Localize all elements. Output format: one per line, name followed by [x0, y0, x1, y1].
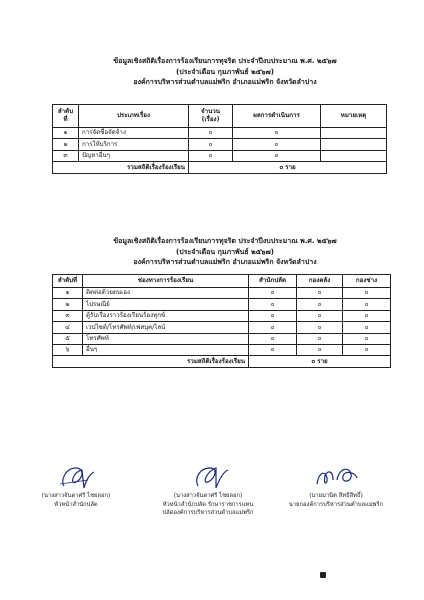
- row-engineering: ๐: [343, 288, 391, 299]
- row-count: ๐: [189, 150, 233, 161]
- row-result: ๐: [233, 150, 321, 161]
- section1-title: ข้อมูลเชิงสถิติเรื่องการร้องเรียนการทุจริต ประจำปีงบประมาณ พ.ศ. ๒๕๖๗: [113, 57, 337, 65]
- row-name: ตู้รับเรื่องราวร้องเรียนร้องทุกข์: [83, 310, 249, 321]
- row-no: ๓: [53, 150, 79, 161]
- signer-2-position: หัวหน้าสำนักปลัด รักษาราชการแทน: [162, 501, 254, 508]
- table-row: [53, 322, 391, 333]
- header-engineering: กองช่าง: [343, 275, 391, 288]
- summary-label: รวมสถิติเรื่องร้องเรียน: [53, 162, 189, 173]
- row-finance: ๐: [297, 288, 343, 299]
- complaint-type-table: [52, 104, 387, 174]
- table-row: [53, 333, 391, 344]
- table-header-row: [53, 275, 391, 288]
- table-row: [53, 288, 391, 299]
- row-no: ๒: [53, 139, 79, 150]
- row-engineering: ๐: [343, 322, 391, 333]
- row-finance: ๐: [297, 299, 343, 310]
- signer-2-position-2: ปลัดองค์การบริหารส่วนตำบลแม่พริก: [162, 510, 254, 516]
- table-row: [53, 299, 391, 310]
- signer-2-name: (นางสาวจันดาศรี ไชยลอก): [173, 493, 243, 499]
- signer-1-name: (นางสาวจันดาศรี ไชยลอก): [41, 493, 111, 499]
- table-row: [53, 128, 387, 139]
- row-name: การจัดซื้อจัดจ้าง: [79, 128, 189, 139]
- section2-heading: [60, 236, 390, 268]
- complaint-channel-table: [52, 274, 391, 368]
- signature-block-1: [30, 462, 122, 509]
- signature-block-3: [276, 462, 396, 509]
- summary-value: ๐ ราย: [249, 356, 391, 367]
- header-note: หมายเหตุ: [321, 105, 387, 128]
- table-row: [53, 310, 391, 321]
- summary-label: รวมสถิติเรื่องร้องเรียน: [53, 356, 249, 367]
- table-header-row: [53, 105, 387, 128]
- row-finance: ๐: [297, 333, 343, 344]
- row-name: เวปไซต์/โทรศัพท์/เฟสบุค/ไลน์: [83, 322, 249, 333]
- section1-org: องค์การบริหารส่วนตำบลแม่พริก อำเภอแม่พริก จังหวัดลำปาง: [133, 78, 317, 86]
- signer-3-name: (นายมานิต สิทธิสิทธิ์): [309, 493, 363, 499]
- row-engineering: ๐: [343, 333, 391, 344]
- row-count: ๐: [189, 139, 233, 150]
- header-result: ผลการดำเนินการ: [233, 105, 321, 128]
- row-count: ๐: [189, 128, 233, 139]
- row-finance: ๐: [297, 322, 343, 333]
- row-palad: ๐: [249, 288, 297, 299]
- summary-row: [53, 356, 391, 367]
- header-count: จำนวน (เรื่อง): [189, 105, 233, 128]
- row-name: ไปรษณีย์: [83, 299, 249, 310]
- section2-org: องค์การบริหารส่วนตำบลแม่พริก อำเภอแม่พริก จังหวัดลำปาง: [133, 258, 317, 266]
- row-note: [321, 128, 387, 139]
- row-name: ติดต่อด้วยตนเอง: [83, 288, 249, 299]
- section2-month: (ประจำเดือน กุมภาพันธ์ ๒๕๖๗): [176, 247, 274, 256]
- table-row: [53, 139, 387, 150]
- header-channel: ช่องทางการร้องเรียน: [83, 275, 249, 288]
- header-finance: กองคลัง: [297, 275, 343, 288]
- row-note: [321, 150, 387, 161]
- signature-mark-3: [311, 462, 361, 492]
- summary-row: [53, 162, 387, 173]
- table-row: [53, 344, 391, 355]
- row-no: ๒: [53, 299, 83, 310]
- row-name: การให้บริการ: [79, 139, 189, 150]
- header-palad: สำนักปลัด: [249, 275, 297, 288]
- section1-heading: [60, 56, 390, 88]
- row-palad: ๐: [249, 299, 297, 310]
- row-name: โทรศัพท์: [83, 333, 249, 344]
- row-no: ๖: [53, 344, 83, 355]
- row-result: ๐: [233, 128, 321, 139]
- row-finance: ๐: [297, 344, 343, 355]
- row-engineering: ๐: [343, 344, 391, 355]
- row-no: ๔: [53, 322, 83, 333]
- header-type: ประเภทเรื่อง: [79, 105, 189, 128]
- row-no: ๕: [53, 333, 83, 344]
- row-palad: ๐: [249, 322, 297, 333]
- row-no: ๑: [53, 128, 79, 139]
- row-result: ๐: [233, 139, 321, 150]
- row-palad: ๐: [249, 310, 297, 321]
- table-row: [53, 150, 387, 161]
- section2-title: ข้อมูลเชิงสถิติเรื่องการร้องเรียนการทุจริต ประจำปีงบประมาณ พ.ศ. ๒๕๖๗: [113, 237, 337, 245]
- page-mark: [320, 572, 326, 578]
- signature-block-2: [146, 462, 270, 518]
- row-no: ๓: [53, 310, 83, 321]
- row-palad: ๐: [249, 333, 297, 344]
- row-palad: ๐: [249, 344, 297, 355]
- row-name: ปัญหาอื่นๆ: [79, 150, 189, 161]
- signature-mark-2: [186, 462, 230, 492]
- row-engineering: ๐: [343, 310, 391, 321]
- signature-mark-1: [54, 462, 98, 492]
- signer-1-position: หัวหน้าสำนักปลัด: [54, 501, 98, 508]
- row-engineering: ๐: [343, 299, 391, 310]
- summary-value: ๐ ราย: [189, 162, 387, 173]
- signer-3-position: นายกองค์การบริหารส่วนตำบลแม่พริก: [288, 501, 384, 508]
- header-no: ลำดับที่: [53, 105, 79, 128]
- row-no: ๑: [53, 288, 83, 299]
- row-finance: ๐: [297, 310, 343, 321]
- row-name: อื่นๆ: [83, 344, 249, 355]
- header-no: ลำดับที่: [53, 275, 83, 288]
- section1-month: (ประจำเดือน กุมภาพันธ์ ๒๕๖๗): [176, 67, 274, 76]
- row-note: [321, 139, 387, 150]
